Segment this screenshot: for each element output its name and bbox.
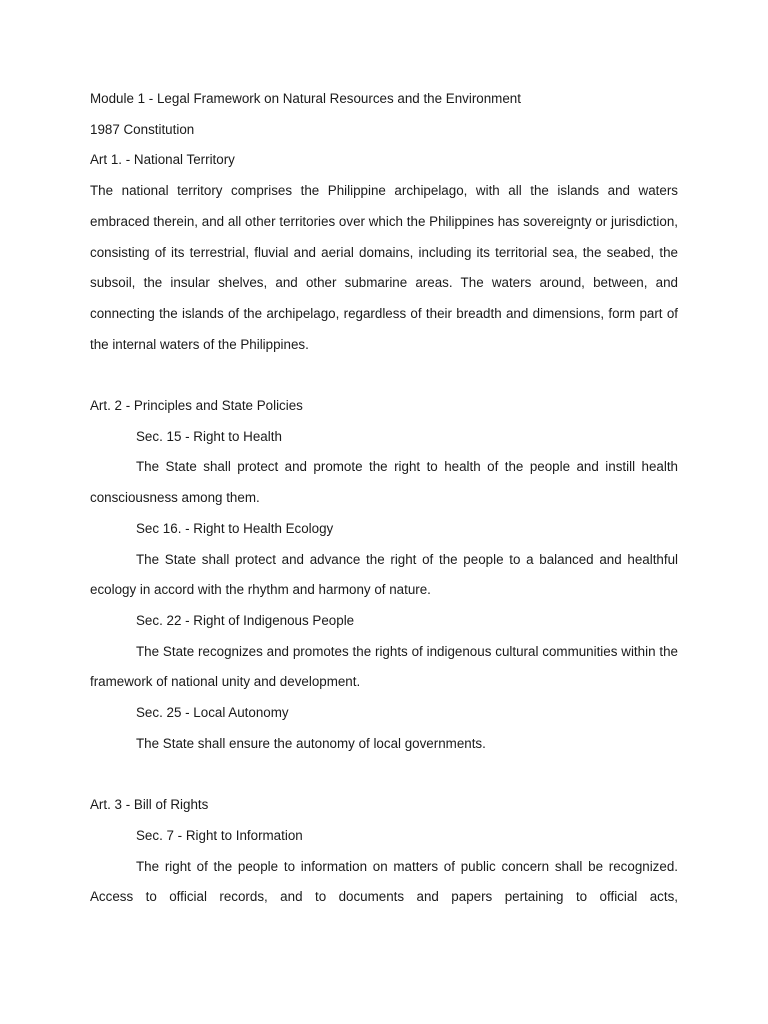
sec22-title: Sec. 22 - Right of Indigenous People [136, 612, 355, 628]
sec15-body: The State shall protect and promote the right to health of the people and instill health consciousness among them. [90, 459, 678, 506]
sec22-body: The State recognizes and promotes the rights of indigenous cultural communities within the framework of national unity and development. [90, 643, 678, 690]
spacer [90, 360, 678, 391]
art1-body: The national territory comprises the Philippine archipelago, with all the islands and waters embraced therein, and all other territories over which the Philippines has sovereignty or jurisdiction, consisting of its terrestrial, fluvial and aerial domains, including its territorial sea, the seabed, the subsoil, the insular shelves, and other submarine areas. The waters around, between, and connecting the islands of the archipelago, regardless of their breadth and dimensions, form part of the internal waters of the Philippines. [90, 183, 678, 352]
sec25-body: The State shall ensure the autonomy of local governments. [136, 735, 486, 751]
sec16-title: Sec 16. - Right to Health Ecology [136, 520, 334, 536]
sec16-body: The State shall protect and advance the right of the people to a balanced and healthful ecology in accord with the rhythm and harmony of nature. [90, 551, 678, 598]
spacer [90, 759, 678, 790]
art3-heading: Art. 3 - Bill of Rights [90, 797, 209, 813]
art1-heading: Art 1. - National Territory [90, 152, 235, 168]
art2-heading: Art. 2 - Principles and State Policies [90, 398, 303, 414]
module-title: Module 1 - Legal Framework on Natural Resources and the Environment [90, 91, 521, 106]
sec25-title: Sec. 25 - Local Autonomy [136, 705, 289, 721]
constitution-title: 1987 Constitution [90, 121, 195, 137]
sec7-title: Sec. 7 - Right to Information [136, 827, 303, 843]
sec15-title: Sec. 15 - Right to Health [136, 428, 282, 444]
sec7-body: The right of the people to information on matters of public concern shall be recognized. Access to official records, and to documents and papers pertaining to official acts, [90, 858, 678, 905]
document-page [90, 84, 678, 913]
